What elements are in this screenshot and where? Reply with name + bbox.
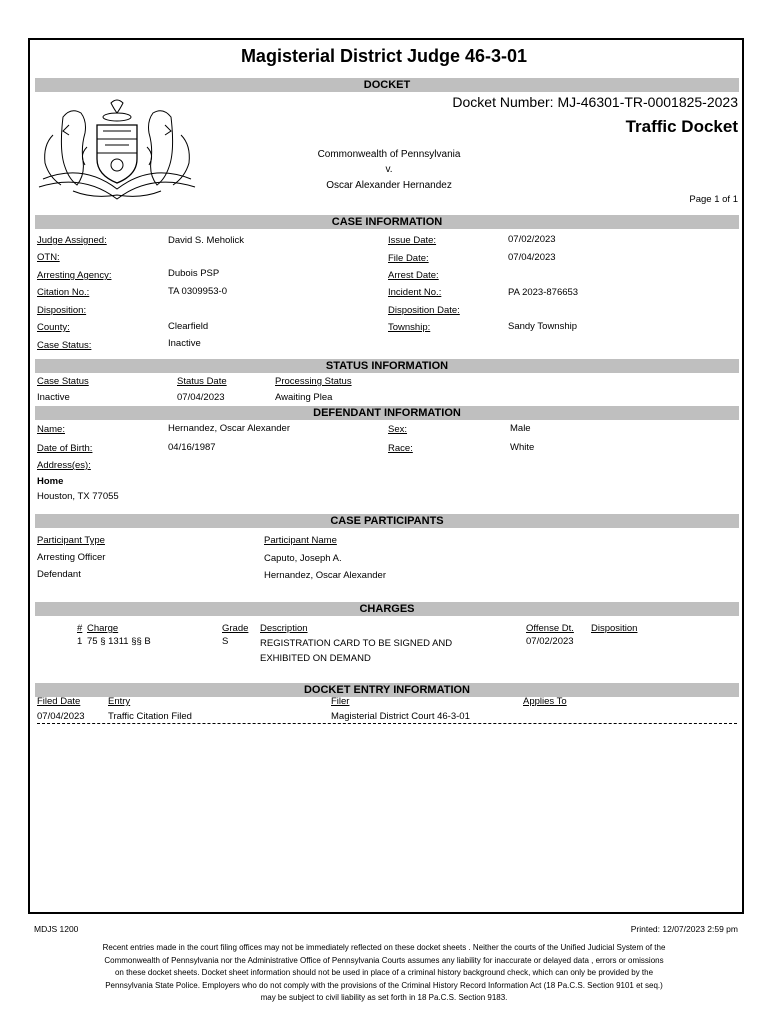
case-information-bar: CASE INFORMATION	[35, 215, 739, 229]
case-label: Disposition:	[37, 305, 87, 316]
entry-header: Filer	[331, 696, 350, 707]
form-id: MDJS 1200	[34, 924, 79, 934]
charges-bar: CHARGES	[35, 602, 739, 616]
case-label: Case Status:	[37, 340, 92, 351]
disclaimer-line: Pennsylvania State Police. Employers who do not comply with the provisions of the Criminal History Record Information Act (18 Pa.C.S. Section 9101 et seq.)	[105, 980, 663, 990]
case-value: TA 0309953-0	[168, 286, 227, 297]
case-value: Clearfield	[168, 321, 209, 332]
entry-filer: Magisterial District Court 46-3-01	[331, 711, 470, 722]
defendant-label: Name:	[37, 424, 65, 435]
status-value: Inactive	[37, 392, 70, 403]
participant-name: Hernandez, Oscar Alexander	[264, 570, 386, 581]
case-label: Judge Assigned:	[37, 235, 107, 246]
disclaimer	[60, 942, 708, 1005]
defendant-race: White	[510, 442, 535, 453]
disclaimer-line: may be subject to civil liability as set forth in 18 Pa.C.S. Section 9183.	[260, 993, 508, 1003]
disclaimer-line: Commonwealth of Pennsylvania nor the Administrative Office of Pennsylvania Courts assumes any liability for inaccurate or delayed data , errors or omissions	[104, 955, 664, 965]
case-label: Disposition Date:	[388, 305, 460, 316]
page-number: Page 1 of 1	[689, 194, 738, 205]
charge-header: Charge	[87, 623, 119, 634]
charge-number: 1	[77, 636, 83, 647]
case-value: David S. Meholick	[168, 235, 245, 246]
docket-type: Traffic Docket	[625, 117, 738, 136]
case-label: OTN:	[37, 252, 60, 263]
defendant-information-bar: DEFENDANT INFORMATION	[35, 406, 739, 420]
case-value: Sandy Township	[508, 321, 578, 332]
entry-header: Applies To	[523, 696, 567, 707]
participant-type: Arresting Officer	[37, 552, 106, 563]
court-title: Magisterial District Judge 46-3-01	[240, 46, 528, 66]
status-value: 07/04/2023	[177, 392, 225, 403]
disclaimer-line: Recent entries made in the court filing offices may not be immediately reflected on these docket sheets . Neither the courts of the Unified Judicial System of the	[102, 943, 666, 952]
status-header: Status Date	[177, 376, 227, 387]
caption-line-2: v.	[385, 164, 393, 175]
defendant-dob: 04/16/1987	[168, 442, 216, 453]
participant-type: Defendant	[37, 569, 81, 580]
address-type: Home	[37, 476, 64, 487]
case-label: Township:	[388, 322, 431, 333]
defendant-name: Hernandez, Oscar Alexander	[168, 423, 290, 434]
charge-offense-date: 07/02/2023	[526, 636, 574, 647]
charge-description: REGISTRATION CARD TO BE SIGNED AND	[260, 638, 453, 649]
entry-header: Entry	[108, 696, 131, 707]
case-participants-bar: CASE PARTICIPANTS	[35, 514, 739, 528]
entry-description: Traffic Citation Filed	[108, 711, 192, 722]
defendant-sex: Male	[510, 423, 531, 434]
charge-header: #	[77, 623, 83, 634]
docket-entry-bar: DOCKET ENTRY INFORMATION	[35, 683, 739, 697]
case-label: Issue Date:	[388, 235, 437, 246]
caption-line-3: Oscar Alexander Hernandez	[326, 180, 452, 191]
participant-header: Participant Name	[264, 535, 337, 546]
entry-separator	[37, 723, 737, 724]
defendant-label: Date of Birth:	[37, 443, 93, 454]
status-header: Case Status	[37, 376, 89, 387]
disclaimer-line: on these docket sheets. Docket sheet information should not be used in place of a criminal history background check, which can only be provided by the	[114, 968, 654, 978]
charge-description: EXHIBITED ON DEMAND	[260, 653, 371, 664]
case-value: Dubois PSP	[168, 268, 220, 279]
entry-filed-date: 07/04/2023	[37, 711, 85, 722]
case-value: Inactive	[168, 338, 201, 349]
participant-name: Caputo, Joseph A.	[264, 553, 342, 564]
caption-line-1: Commonwealth of Pennsylvania	[317, 149, 461, 160]
case-value: 07/02/2023	[508, 234, 556, 245]
case-label: Arresting Agency:	[37, 270, 112, 281]
docket-bar: DOCKET	[35, 78, 739, 92]
charge-statute: 75 § 1311 §§ B	[87, 636, 151, 647]
case-value: 07/04/2023	[508, 252, 556, 263]
status-value: Awaiting Plea	[275, 392, 333, 403]
charge-header: Offense Dt.	[526, 623, 574, 634]
defendant-label: Race:	[388, 443, 413, 454]
case-label: Incident No.:	[388, 287, 442, 298]
charge-header: Disposition	[591, 623, 638, 634]
defendant-label: Sex:	[388, 424, 408, 435]
case-label: County:	[37, 322, 70, 333]
case-label: File Date:	[388, 253, 429, 264]
case-label: Arrest Date:	[388, 270, 439, 281]
docket-number: Docket Number: MJ-46301-TR-0001825-2023	[452, 94, 738, 110]
case-label: Citation No.:	[37, 287, 90, 298]
entry-header: Filed Date	[37, 696, 81, 707]
charge-grade: S	[222, 636, 229, 647]
printed-timestamp: Printed: 12/07/2023 2:59 pm	[630, 924, 738, 934]
address-line: Houston, TX 77055	[37, 491, 119, 502]
status-header: Processing Status	[275, 376, 352, 387]
participant-header: Participant Type	[37, 535, 105, 546]
status-information-bar: STATUS INFORMATION	[35, 359, 739, 373]
charge-header: Description	[260, 623, 308, 634]
case-value: PA 2023-876653	[508, 287, 579, 298]
charge-header: Grade	[222, 623, 249, 634]
defendant-label: Address(es):	[37, 460, 91, 471]
